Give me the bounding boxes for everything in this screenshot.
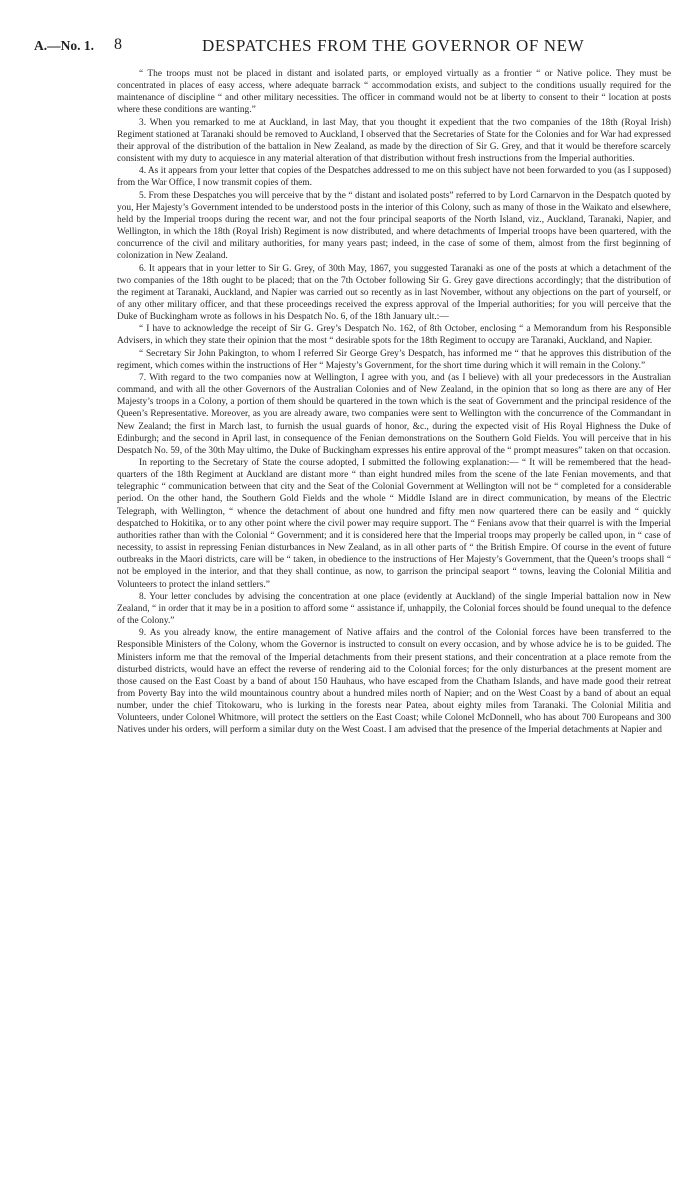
document-body: [117, 68, 671, 1108]
paragraph-reporting: In reporting to the Secretary of State the course adopted, I submitted the following explanation:— “ It will be remembered that the head-quarters of the 18th Regiment at Auckland are distant more “ than eight hundred miles from the scene of the late Fenian movements, and that telegraphic “ communication between that city and the Seat of the Colonial Government at Wellington will not be “ completed for a considerable period. On the other hand, the Southern Gold Fields and the whole “ Middle Island are in direct communication, by means of the Electric Telegraph, with Wellington, “ whence the detachment of about one hundred and fifty men now quartered there can be easily and “ quickly despatched to Hokitika, or to any other point where the civil power may require support. The “ Fenians avow that their quarrel is with the Imperial authorities rather than with the Colonial “ Government; and it is considered here that the Imperial troops may properly be called upon, in “ case of necessity, to assist in repressing Fenian disturbances in New Zealand, as in all other parts of “ the British Empire. Of course in the event of future outbreaks in the Maori districts, care will be “ taken, in obedience to the instructions of Her Majesty’s Government, that the Queen’s troops shall “ not be employed in the interior, and that they shall continue, as now, to garrison the principal seaport “ towns, leaving the Colonial Militia and Volunteers to protect the inland settlers.”: [117, 458, 671, 590]
paragraph-7: 7. With regard to the two companies now at Wellington, I agree with you, and (as I believe) with all your predecessors in the Australian command, and with all the other Governors of the Australian Colonies and of New Zealand, in the opinion that so long as there are any of Her Majesty’s troops in a Colony, a portion of them should be quartered in the town which is the seat of Government and the principal residence of the Queen’s Representative. Moreover, as you are already aware, two companies were sent to Wellington with the concurrence of the Commandant in New Zealand; the first in March last, to furnish the usual guards of honor, &c., during the expected visit of His Royal Highness the Duke of Edinburgh; and the second in April last, in consequence of the Fenian demonstrations on the Southern Gold Fields. You will perceive that in his Despatch No. 59, of the 30th May ultimo, the Duke of Buckingham expresses his entire approval of the “ prompt measures” taken on that occasion.: [117, 372, 671, 456]
paragraph-quote-troops: “ The troops must not be placed in distant and isolated parts, or employed virtually as a frontier “ or Native police. They must be concentrated in places of easy access, where adequate barrack “ accommodation exists, and subject to the conditions usually required for the maintenance of discipline “ and other military necessities. The officer in command would not be at liberty to consent to their “ location at posts where these conditions are wanting.”: [117, 69, 671, 116]
page-header: [0, 36, 700, 62]
paragraph-6: 6. It appears that in your letter to Sir G. Grey, of 30th May, 1867, you suggested Taranaki as one of the posts at which a detachment of the two companies of the 18th ought to be placed; that on the 7th October following Sir G. Grey gave directions accordingly; that the distribution of the regiment at Taranaki, Auckland, and Napier was carried out so recently as in last November, without any objections on the part of yourself, or of any other military officer, and that these proceedings received the express approval of the Imperial authorities; for you will perceive that the Duke of Buckingham wrote as follows in his Despatch No. 6, of the 18th January ult.:—: [117, 263, 671, 323]
page-number: 8: [114, 36, 122, 53]
paragraph-4: 4. As it appears from your letter that copies of the Despatches addressed to me on this subject have not been forwarded to you (as I supposed) from the War Office, I now transmit copies of them.: [117, 166, 671, 189]
running-title: DESPATCHES FROM THE GOVERNOR OF NEW: [202, 36, 585, 55]
paragraph-8: 8. Your letter concludes by advising the concentration at one place (evidently at Auckland) of the single Imperial battalion now in New Zealand, “ in order that it may be in a position to afford some “ assistance if, unhappily, the Colonial forces should be found unequal to the defence of the Colony.”: [117, 591, 671, 627]
paragraph-3: 3. When you remarked to me at Auckland, in last May, that you thought it expedient that the two companies of the 18th (Royal Irish) Regiment stationed at Taranaki should be removed to Auckland, I observed that the Secretaries of State for the Colonies and for War had expressed their approval of the distribution of the battalion in New Zealand, as made by the direction of Sir G. Grey, and that it would be therefore scarcely consistent with my duty to acquiesce in any material alteration of that distribution without fresh instructions from the Imperial authorities.: [117, 117, 671, 165]
paragraph-5: 5. From these Despatches you will perceive that by the “ distant and isolated posts” referred to by Lord Carnarvon in the Despatch quoted by you, Her Majesty’s Government intended to be understood posts in the interior of this Colony, such as many of those in the Waikato and elsewhere, held by the Imperial troops during the recent war, and not the four principal seaports of the North Island, viz., Auckland, Taranaki, Napier, and Wellington, in which the 18th (Royal Irish) Regiment is now distributed, and where detachments of Imperial troops have been quartered, with the concurrence of the civil and military authorities, for many years past; indeed, in the case of some of them, almost from the first beginning of colonization in New Zealand.: [117, 190, 671, 262]
paragraph-quote-pakington: “ Secretary Sir John Pakington, to whom I referred Sir George Grey’s Despatch, has informed me “ that he approves this distribution of the regiment, which comes within the instructions of Her “ Majesty’s Government, for the short time during which it will remain in the Colony.”: [117, 348, 671, 371]
paragraph-quote-acknowledge: “ I have to acknowledge the receipt of Sir G. Grey’s Despatch No. 162, of 8th October, enclosing “ a Memorandum from his Responsible Advisers, in which they state their opinion that the most “ desirable spots for the 18th Regiment to occupy are Taranaki, Auckland, and Napier.: [117, 324, 671, 347]
paragraph-9: 9. As you already know, the entire management of Native affairs and the control of the Colonial forces have been transferred to the Responsible Ministers of the Colony, whom the Governor is instructed to consult on every occasion, and by whose advice he is to be guided. The Ministers inform me that the removal of the Imperial detachments from their present stations, and their concentration at a place remote from the disturbed districts, would have an effect the reverse of rendering aid to the Colonial forces; for the only disturbances at the present moment are those caused on the East Coast by a band of about 150 Hauhaus, who have escaped from the Chatham Islands, and have made good their retreat from Poverty Bay into the wild mountainous country about a hundred miles north of Napier; and on the West Coast by a band of about an equal number, under the chief Titokowaru, who is lurking in the forests near Patea, about eighty miles from Taranaki. The Colonial Militia and Volunteers, under Colonel Whitmore, will protect the settlers on the East Coast; while Colonel McDonnell, who has about 700 Europeans and 300 Natives under his orders, will perform a similar duty on the West Coast. I am advised that the presence of the Imperial detachments at Napier and: [117, 628, 671, 736]
document-reference: A.—No. 1.: [34, 38, 94, 53]
